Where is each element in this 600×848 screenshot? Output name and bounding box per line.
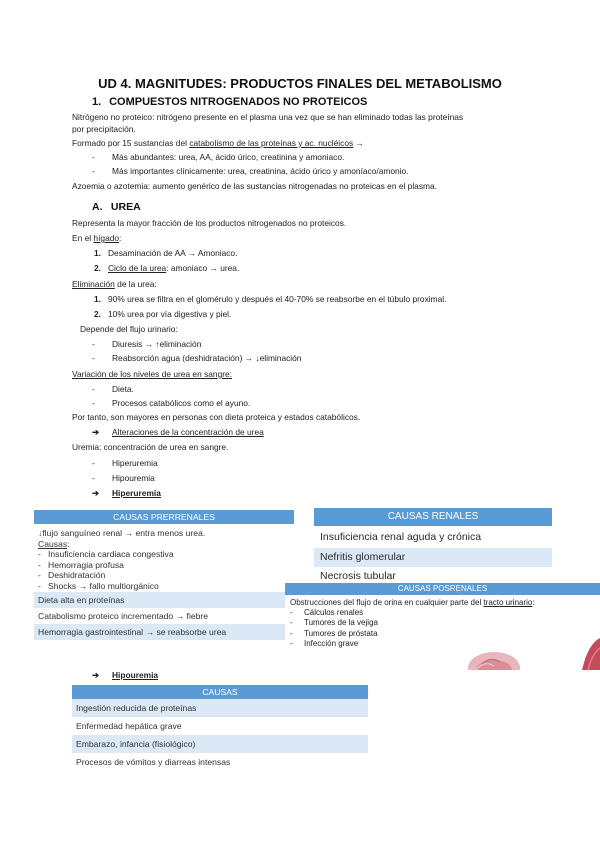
causa-text: Cálculos renales <box>304 608 364 618</box>
causas-underlined: Causas <box>38 538 68 549</box>
hiperuremia-heading <box>92 488 161 499</box>
list-item: - Más importantes clínicamente: urea, creatinina, ácido úrico y amoníaco/amonio. <box>92 166 409 176</box>
section-a-heading <box>92 201 141 213</box>
renales-header: CAUSAS RENALES <box>314 508 552 526</box>
urea-description: Representa la mayor fracción de los productos nitrogenados no proteicos. <box>72 218 347 228</box>
item-number: 2. <box>94 309 101 319</box>
table-row: Catabolismo proteico incrementado → fiebre <box>34 608 294 624</box>
table-row: Procesos de vómitos y diarreas intensas <box>72 753 368 771</box>
posrenales-intro <box>290 598 595 608</box>
intro-paragraph: Nitrógeno no proteico: nitrógeno presente en el plasma una vez que se han eliminado todas las proteínas <box>72 112 464 122</box>
section-number: 1. <box>92 96 102 108</box>
causa-item: - Tumores de la vejiga <box>290 618 378 628</box>
depende-line: Depende del flujo urinario: <box>80 324 178 334</box>
item-text: : amoniaco → urea. <box>166 263 240 273</box>
formado-pre: Formado por 15 sustancias del <box>72 138 190 148</box>
section-letter: A. <box>92 201 103 213</box>
intro-paragraph-cont: por precipitación. <box>72 124 136 134</box>
eliminacion-underlined: Eliminación <box>72 279 115 289</box>
kidney-illustration-icon <box>464 634 600 670</box>
item-number: 2. <box>94 263 101 273</box>
table-row: Necrosis tubular <box>314 567 552 586</box>
causa-text: Tumores de próstata <box>304 628 378 638</box>
causa-item: - Deshidratación <box>38 570 106 580</box>
list-item: - Hiperuremia <box>92 458 158 468</box>
list-item: - Más abundantes: urea, AA, ácido úrico, creatinina y amoniaco. <box>92 152 345 162</box>
intro-pre: Obstrucciones del flujo de orina en cualquier parte del <box>290 598 484 607</box>
item-text: 90% urea se filtra en el glomérulo y después el 40-70% se reabsorbe en el túbulo proximal. <box>108 294 447 304</box>
list-item: - Reabsorción agua (deshidratación) → ↓eliminación <box>92 353 302 363</box>
causa-item: - Infección grave <box>290 638 359 648</box>
hipouremia-header: CAUSAS <box>72 685 368 699</box>
causa-text: Hemorragia profusa <box>48 559 124 570</box>
higado-line <box>72 233 121 244</box>
causa-text: Tumores de la vejiga <box>304 618 378 628</box>
table-row: Nefritis glomerular <box>314 548 552 567</box>
causa-item: - Insuficiencia cardiaca congestiva <box>38 549 174 559</box>
formado-underlined: catabolismo de las proteínas y ac. nucléicos <box>189 138 354 148</box>
posrenales-header: CAUSAS POSRENALES <box>285 583 600 595</box>
document-title: UD 4. MAGNITUDES: PRODUCTOS FINALES DEL METABOLISMO <box>98 76 502 91</box>
list-item-text: Procesos catabólicos como el ayuno. <box>112 398 251 408</box>
section-a-title: UREA <box>110 201 141 213</box>
item-underlined: Ciclo de la urea <box>108 263 167 273</box>
item-number: 1. <box>94 248 101 258</box>
hiperuremia-text: Hiperuremia <box>112 488 161 498</box>
item-text: 10% urea por vía digestiva y piel. <box>108 309 232 319</box>
arrow-icon: ➔ <box>92 670 100 680</box>
table-row: Dieta alta en proteínas <box>34 592 294 608</box>
azoemia-line: Azoemia o azotemia: aumento genérico de las sustancias nitrogenadas no proteicas en el plasma. <box>72 181 437 191</box>
numbered-item <box>94 263 239 274</box>
list-item-text: Reabsorción agua (deshidratación) → ↓eliminación <box>112 353 302 363</box>
cell-text: ↓flujo sanguíneo renal → entra menos urea. <box>38 528 206 538</box>
causa-item: - Shocks → fallo multiorgánico <box>38 580 159 591</box>
hipouremia-heading <box>92 670 158 681</box>
higado-underlined: hígado <box>93 233 120 243</box>
portanto-line: Por tanto, son mayores en personas con dieta proteica y estados catabólicos. <box>72 412 361 422</box>
header-text: CAUSAS PRERRENALES <box>113 512 215 522</box>
formado-line <box>72 138 364 149</box>
alteraciones-heading <box>92 427 264 438</box>
table-row: Hemorragia gastrointestinal → se reabsorbe urea <box>34 624 294 640</box>
list-item-text: Más abundantes: urea, AA, ácido úrico, creatinina y amoniaco. <box>112 152 345 162</box>
causas-colon: : <box>67 538 70 549</box>
prerrenales-header <box>34 510 294 524</box>
hipouremia-table <box>72 685 368 771</box>
eliminacion-post: de la urea: <box>114 279 157 289</box>
formado-post: → <box>353 138 364 148</box>
causa-item: - Hemorragia profusa <box>38 559 124 570</box>
table-row: Insuficiencia renal aguda y crónica <box>314 526 552 548</box>
kidney-image <box>464 634 600 670</box>
list-item: - Dieta. <box>92 384 134 394</box>
prerrenales-table <box>34 510 294 640</box>
eliminacion-line <box>72 279 157 290</box>
higado-post: : <box>119 233 122 243</box>
table-row: Embarazo, infancia (fisiológico) <box>72 735 368 753</box>
uremia-line: Uremia: concentración de urea en sangre. <box>72 442 229 452</box>
arrow-icon: ➔ <box>92 427 100 437</box>
causas-label <box>38 539 290 550</box>
list-item: - Diuresis → ↑eliminación <box>92 339 202 349</box>
causa-item: - Cálculos renales <box>290 608 364 618</box>
item-number: 1. <box>94 294 101 304</box>
hipouremia-text: Hipouremia <box>112 670 159 680</box>
variacion-line: Variación de los niveles de urea en sangre: <box>72 369 232 379</box>
alteraciones-text: Alteraciones de la concentración de urea <box>112 427 264 437</box>
list-item-text: Diuresis → ↑eliminación <box>112 339 202 349</box>
list-item-text: Dieta. <box>112 384 134 394</box>
list-item-text: Más importantes clínicamente: urea, creatinina, ácido úrico y amoníaco/amonio. <box>112 166 409 176</box>
numbered-item <box>94 309 231 320</box>
list-item: - Hipouremia <box>92 473 155 483</box>
numbered-item <box>94 294 446 305</box>
renales-table <box>314 508 552 586</box>
causa-text: Infección grave <box>304 638 359 648</box>
list-item: - Procesos catabólicos como el ayuno. <box>92 398 251 408</box>
prerrenales-cell <box>34 524 294 592</box>
section-1-heading <box>92 96 367 108</box>
table-row: Enfermedad hepática grave <box>72 717 368 735</box>
causa-text: Shocks → fallo multiorgánico <box>48 580 159 591</box>
table-row: Ingestión reducida de proteínas <box>72 699 368 717</box>
causa-item: - Tumores de próstata <box>290 628 378 638</box>
higado-pre: En el <box>72 233 94 243</box>
item-text: Desaminación de AA → Amoniaco. <box>108 248 238 258</box>
section-title: COMPUESTOS NITROGENADOS NO PROTEICOS <box>109 96 368 108</box>
causa-text: Insuficiencia cardiaca congestiva <box>48 549 174 559</box>
list-item-text: Hipouremia <box>112 473 155 483</box>
intro-underlined: tracto urinario <box>483 598 533 607</box>
arrow-icon: ➔ <box>92 488 100 498</box>
list-item-text: Hiperuremia <box>112 458 158 468</box>
causa-text: Deshidratación <box>48 570 106 580</box>
numbered-item <box>94 248 237 259</box>
intro-post: : <box>532 598 535 607</box>
